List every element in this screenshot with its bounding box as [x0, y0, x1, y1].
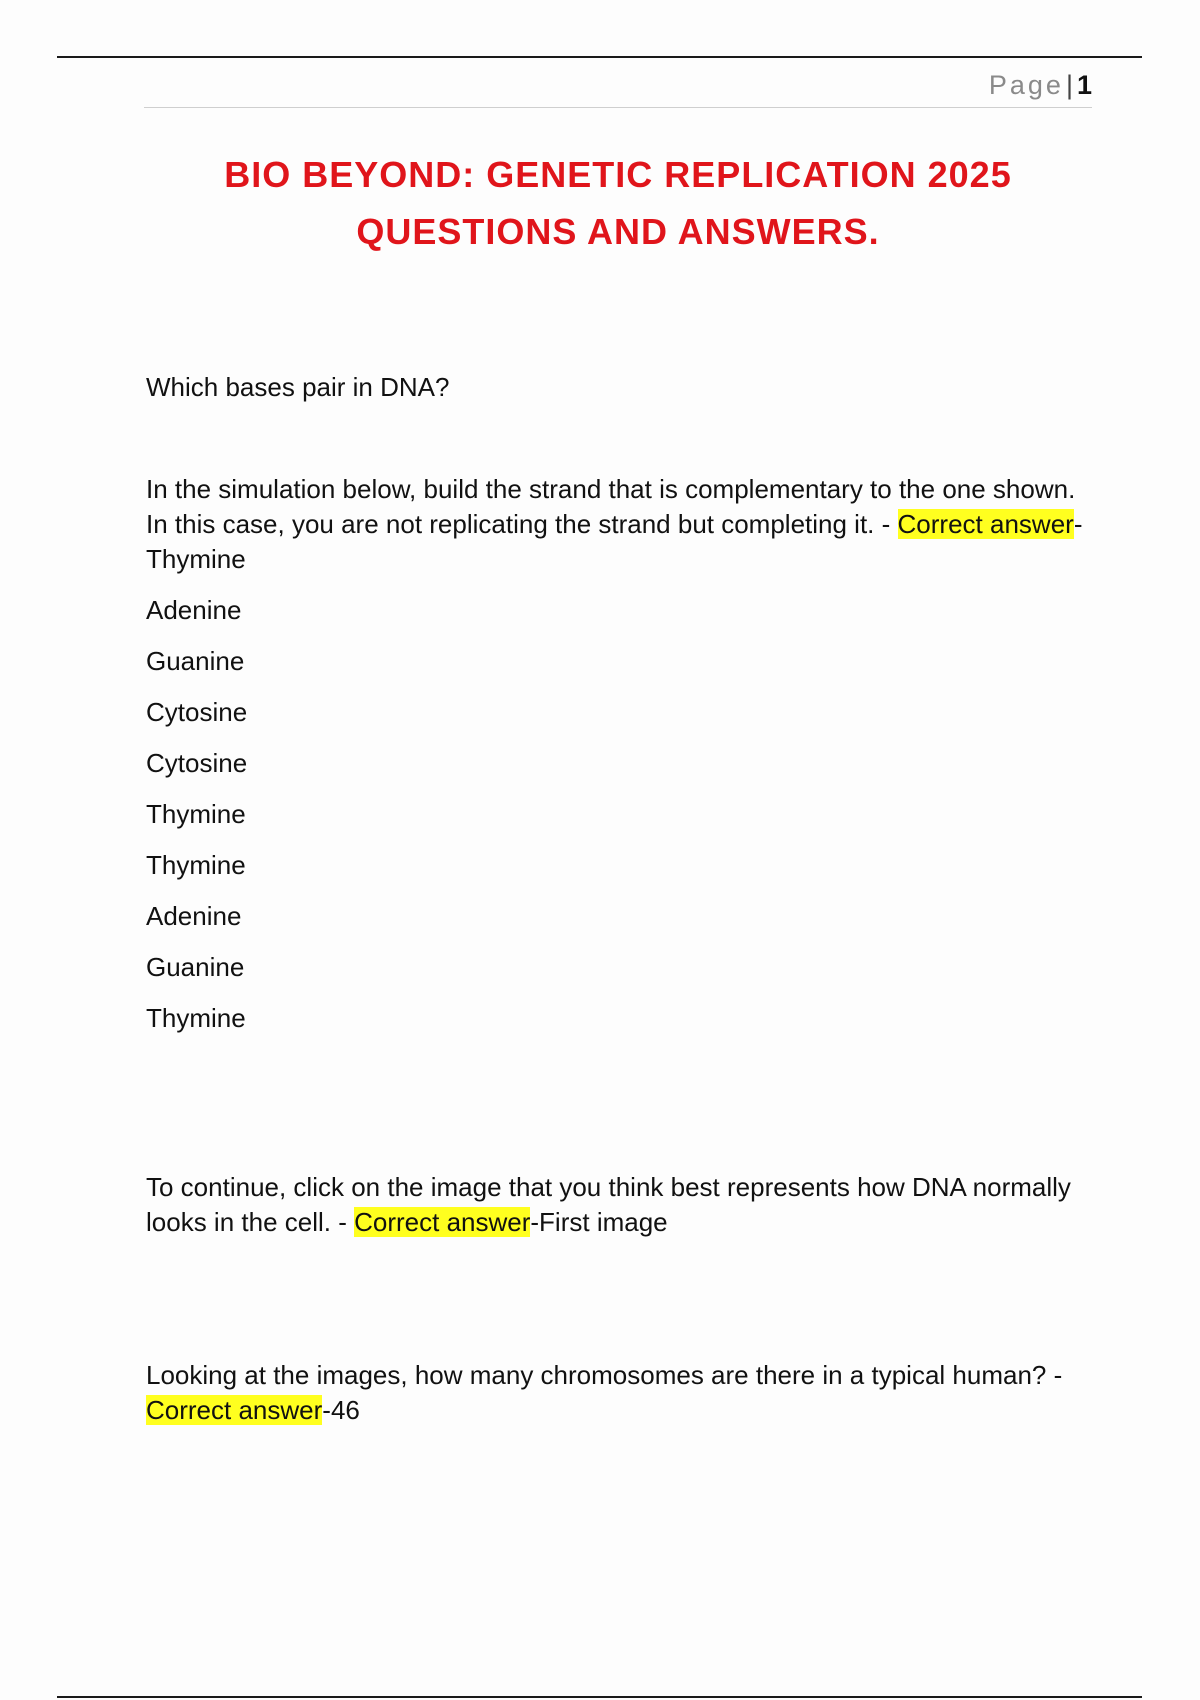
document-body: [146, 370, 1086, 1428]
list-item: Thymine: [146, 1003, 246, 1033]
page-header: [144, 70, 1092, 101]
question-4-text: Looking at the images, how many chromosomes are there in a typical human? -: [146, 1360, 1063, 1390]
list-item: Thymine: [146, 850, 246, 880]
header-rule: [144, 107, 1092, 108]
correct-answer-label: Correct answer: [897, 509, 1074, 539]
correct-answer-label: Correct answer: [146, 1395, 323, 1425]
page-label: Page: [988, 70, 1064, 100]
list-item: Guanine: [146, 646, 245, 676]
question-4-answer: -46: [322, 1395, 360, 1425]
list-item: Adenine: [146, 595, 242, 625]
title-line-1: BIO BEYOND: GENETIC REPLICATION 2025: [224, 154, 1012, 195]
question-2-answer: -Thymine: [146, 509, 1083, 574]
document-title: [120, 146, 1116, 260]
list-item: Cytosine: [146, 748, 248, 778]
page-number: 1: [1076, 70, 1092, 100]
page-separator: |: [1065, 70, 1073, 100]
top-rule: [57, 56, 1142, 58]
question-1: Which bases pair in DNA?: [146, 372, 450, 402]
question-3-answer: -First image: [530, 1207, 668, 1237]
correct-answer-label: Correct answer: [354, 1207, 531, 1237]
list-item: Thymine: [146, 799, 246, 829]
question-2-text: In the simulation below, build the strand that is complementary to the one shown. In this case, you are not replicating the strand but completing it. -: [146, 474, 1076, 539]
list-item: Guanine: [146, 952, 245, 982]
question-4: [146, 1358, 1086, 1428]
title-line-2: QUESTIONS AND ANSWERS.: [356, 211, 880, 252]
question-3-text: To continue, click on the image that you think best represents how DNA normally looks in the cell. -: [146, 1172, 1071, 1237]
answer-list: [146, 593, 1086, 1052]
bottom-rule: [57, 1696, 1142, 1698]
list-item: Cytosine: [146, 697, 248, 727]
question-2: [146, 472, 1086, 577]
list-item: Adenine: [146, 901, 242, 931]
question-3: [146, 1170, 1086, 1240]
